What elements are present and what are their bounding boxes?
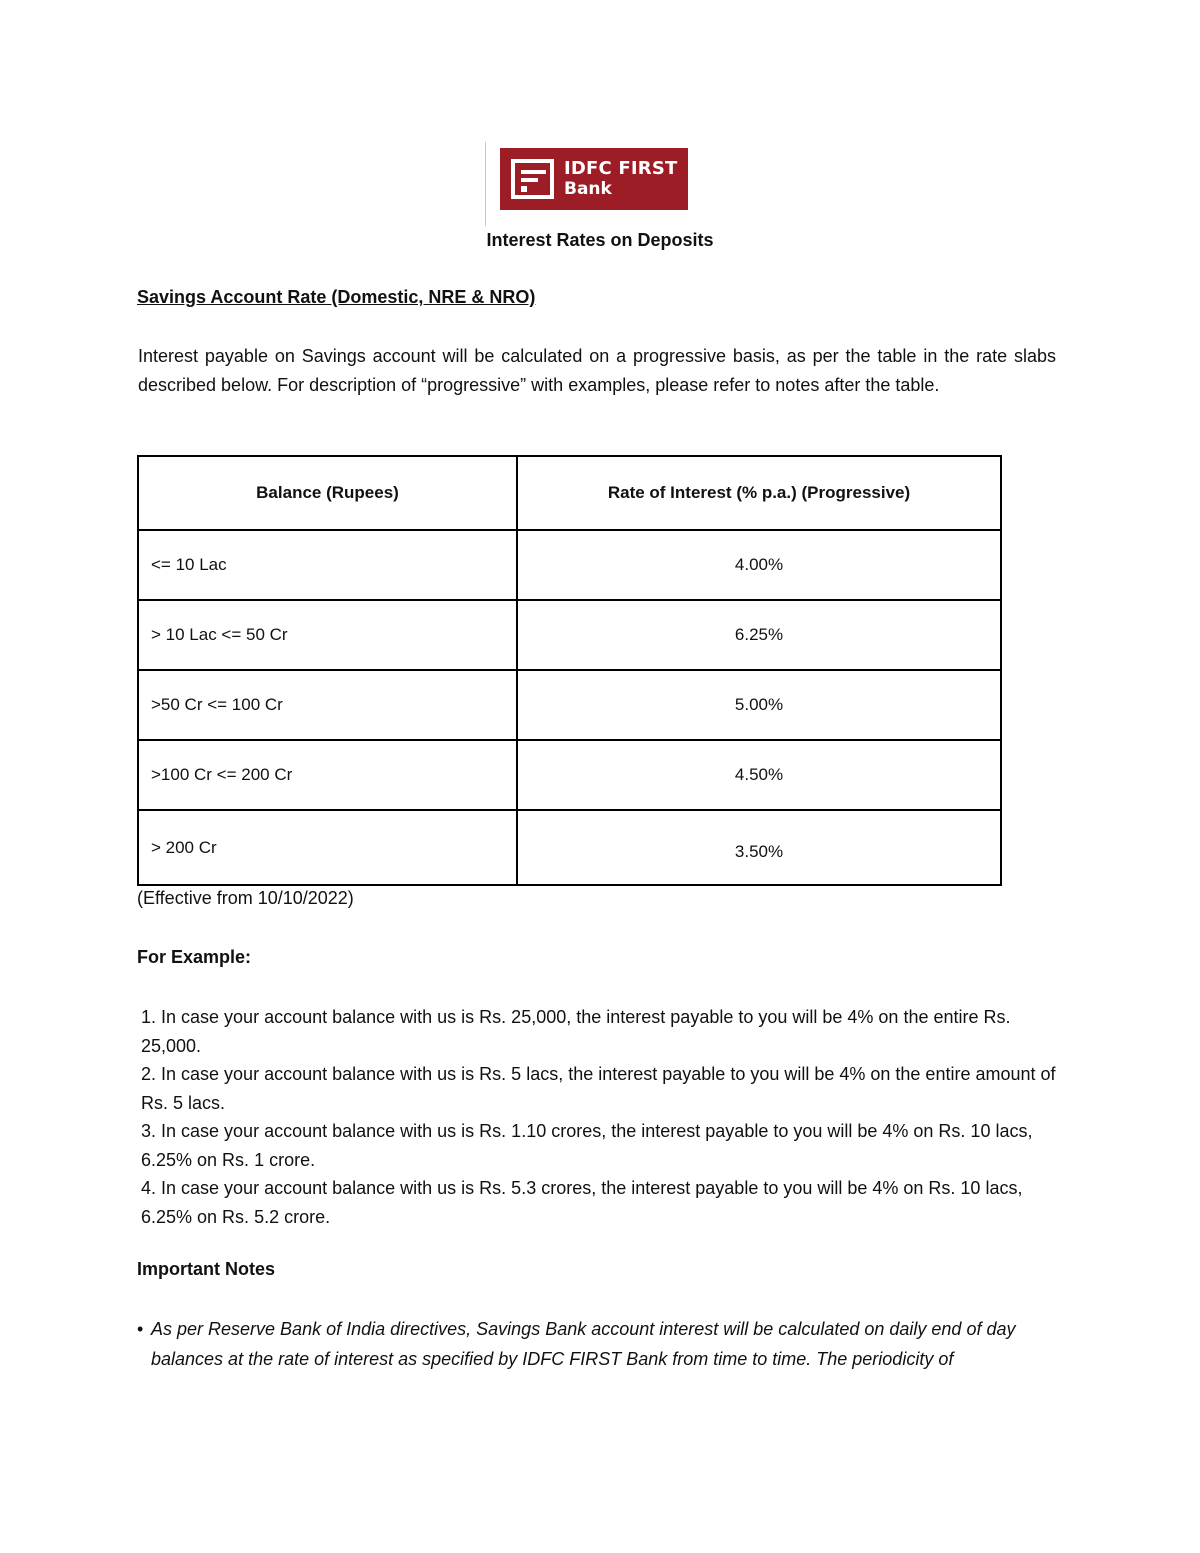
- logo-line-2: Bank: [564, 179, 612, 199]
- balance-cell: >100 Cr <= 200 Cr: [138, 740, 517, 810]
- example-item: 3. In case your account balance with us is Rs. 1.10 crores, the interest payable to you will be 4% on Rs. 10 lacs, 6.25% on Rs. 1 crore.: [141, 1121, 1033, 1170]
- bank-logo: [500, 148, 688, 210]
- example-item: 4. In case your account balance with us is Rs. 5.3 crores, the interest payable to you will be 4% on Rs. 10 lacs, 6.25% on Rs. 5.2 crore.: [141, 1178, 1023, 1227]
- table-header-row: [138, 456, 1001, 530]
- table-row: [138, 740, 1001, 810]
- header-rate: Rate of Interest (% p.a.) (Progressive): [517, 456, 1001, 530]
- effective-date: (Effective from 10/10/2022): [137, 888, 354, 908]
- balance-cell: <= 10 Lac: [138, 530, 517, 600]
- table-row: [138, 670, 1001, 740]
- table-row: [138, 530, 1001, 600]
- balance-cell: >50 Cr <= 100 Cr: [138, 670, 517, 740]
- note-item: [137, 1315, 1062, 1374]
- logo-mark-icon: [511, 159, 554, 199]
- interest-rate-table: [137, 455, 1002, 886]
- logo-line-1: IDFC FIRST: [564, 158, 678, 179]
- table-row: [138, 810, 1001, 885]
- logo-divider: [485, 142, 486, 226]
- bullet-icon: •: [137, 1319, 144, 1339]
- note-text: As per Reserve Bank of India directives, Savings Bank account interest will be calculated on daily end of day balances at the rate of interest as specified by IDFC FIRST Bank from time to time. The periodicity of: [151, 1319, 1016, 1369]
- rate-cell: 6.25%: [517, 600, 1001, 670]
- example-item: 2. In case your account balance with us is Rs. 5 lacs, the interest payable to you will be 4% on the entire amount of Rs. 5 lacs.: [141, 1064, 1056, 1113]
- intro-paragraph: Interest payable on Savings account will be calculated on a progressive basis, as per the table in the rate slabs described below. For description of “progressive” with examples, please refer to notes after the table.: [138, 346, 1056, 395]
- balance-cell: > 200 Cr: [138, 810, 517, 885]
- example-heading: For Example:: [137, 947, 252, 967]
- balance-cell: > 10 Lac <= 50 Cr: [138, 600, 517, 670]
- header-balance: Balance (Rupees): [138, 456, 517, 530]
- rate-cell: 3.50%: [517, 810, 1001, 885]
- section-heading: Savings Account Rate (Domestic, NRE & NRO): [137, 287, 536, 307]
- logo-text: [564, 159, 678, 199]
- rate-cell: 4.00%: [517, 530, 1001, 600]
- examples-list: [141, 1003, 1061, 1231]
- example-item: 1. In case your account balance with us is Rs. 25,000, the interest payable to you will be 4% on the entire Rs. 25,000.: [141, 1007, 1011, 1056]
- rate-cell: 4.50%: [517, 740, 1001, 810]
- notes-heading: Important Notes: [137, 1259, 276, 1279]
- table-row: [138, 600, 1001, 670]
- document-title: Interest Rates on Deposits: [486, 230, 714, 250]
- rate-cell: 5.00%: [517, 670, 1001, 740]
